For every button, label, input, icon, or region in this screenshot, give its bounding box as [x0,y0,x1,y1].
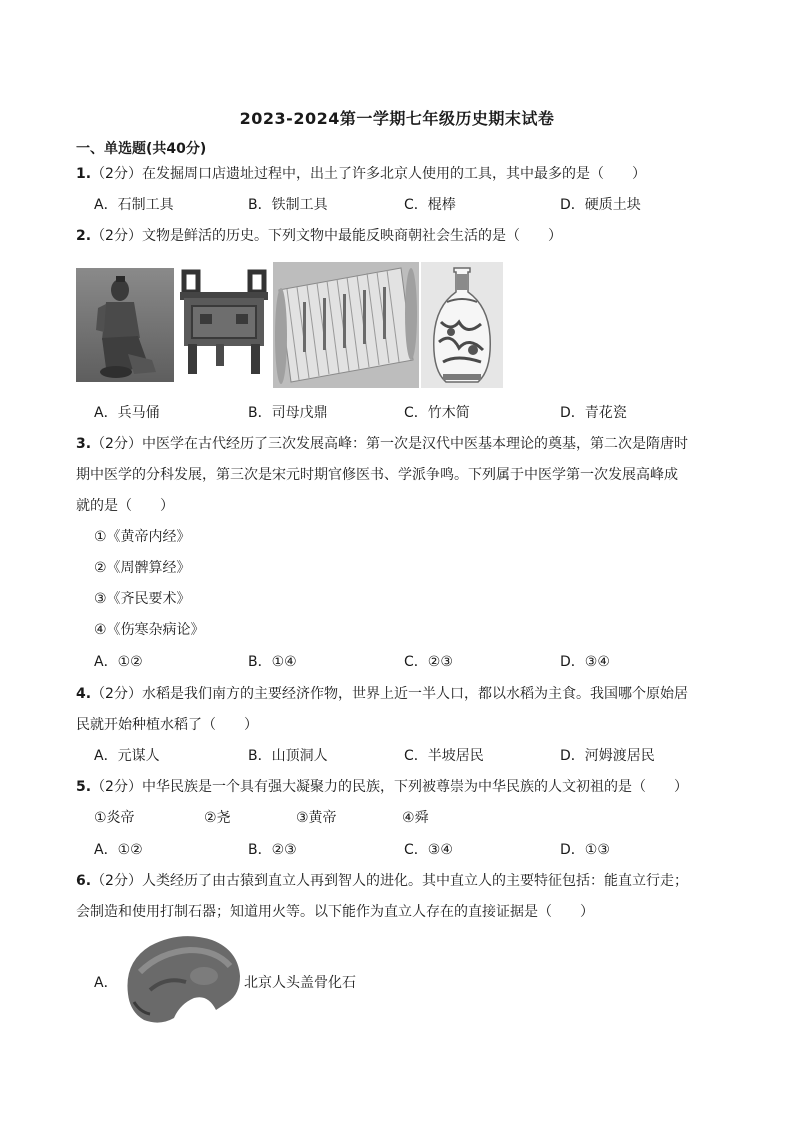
option-b[interactable]: B．铁制工具 [248,197,328,213]
option-b[interactable]: B．山顶洞人 [248,748,328,764]
question-score: （2分） [91,166,142,182]
peking-man-skull-image [120,932,242,1028]
option-d[interactable]: D．③④ [560,654,610,670]
option-d[interactable]: D．①③ [560,842,610,858]
question-3-item-4: ④《伤寒杂病论》 [94,622,205,638]
question-score: （2分） [91,228,142,244]
question-number: 1. [76,166,92,182]
question-4 [76,684,688,704]
question-number: 5. [76,779,92,795]
question-text-line-1: 水稻是我们南方的主要经济作物，世界上近一半人口，都以水稻为主食。我国哪个原始居 [141,686,688,702]
exam-title: 2023-2024第一学期七年级历史期末试卷 [239,109,555,128]
question-score: （2分） [91,436,142,452]
option-d[interactable]: D．青花瓷 [560,405,627,421]
question-number: 2. [76,228,92,244]
option-d[interactable]: D．河姆渡居民 [560,748,655,764]
option-a[interactable]: A．石制工具 [94,197,174,213]
question-number: 4. [76,686,92,702]
question-6-line-2: 会制造和使用打制石器；知道用火等。以下能作为直立人存在的直接证据是（ ） [76,904,594,920]
question-number: 6. [76,873,92,889]
porcelain-vase-drawing [421,262,503,388]
option-c[interactable]: C．竹木简 [404,405,470,421]
option-a-caption[interactable]: 北京人头盖骨化石 [244,975,356,991]
question-3 [76,434,688,454]
terracotta-warrior-drawing [76,268,174,382]
skull-fossil-drawing [120,932,242,1028]
question-score: （2分） [91,873,142,889]
option-b[interactable]: B．②③ [248,842,297,858]
question-3-item-2: ②《周髀算经》 [94,560,191,576]
option-a[interactable]: A．①② [94,842,143,858]
question-3-item-3: ③《齐民要术》 [94,591,191,607]
question-score: （2分） [91,686,142,702]
simuwu-ding-image [176,268,272,380]
question-number: 3. [76,436,92,452]
option-b[interactable]: B．①④ [248,654,297,670]
question-3-line-3: 就的是（ ） [76,498,174,514]
option-a-label[interactable]: A． [94,975,118,991]
option-c[interactable]: C．半坡居民 [404,748,484,764]
question-score: （2分） [91,779,142,795]
question-2 [76,226,562,246]
question-text-line-1: 中医学在古代经历了三次发展高峰：第一次是汉代中医基本理论的奠基，第二次是隋唐时 [141,436,688,452]
bamboo-slips-image [273,262,419,388]
option-c[interactable]: C．②③ [404,654,453,670]
option-c[interactable]: C．③④ [404,842,453,858]
question-6 [76,871,688,891]
bamboo-slips-drawing [273,262,419,388]
question-3-line-2: 期中医学的分科发展，第三次是宋元时期官修医书、学派争鸣。下列属于中医学第一次发展高峰成 [76,467,678,483]
option-a[interactable]: A．兵马俑 [94,405,160,421]
terracotta-warrior-image [76,268,174,382]
question-5-item-1: ①炎帝 [94,810,135,826]
section-heading: 一、单选题(共40分) [76,141,207,157]
question-1 [76,164,646,184]
option-b[interactable]: B．司母戊鼎 [248,405,328,421]
blue-white-porcelain-image [421,262,503,388]
question-text-line-1: 人类经历了由古猿到直立人再到智人的进化。其中直立人的主要特征包括：能直立行走； [141,873,688,889]
option-c[interactable]: C．棍棒 [404,197,456,213]
bronze-ding-drawing [176,268,272,380]
option-a[interactable]: A．①② [94,654,143,670]
option-a[interactable]: A．元谋人 [94,748,160,764]
question-5-item-3: ③黄帝 [296,810,337,826]
question-5-item-4: ④舜 [402,810,429,826]
question-5-item-2: ②尧 [204,810,231,826]
option-d[interactable]: D．硬质土块 [560,197,641,213]
question-3-item-1: ①《黄帝内经》 [94,529,191,545]
question-text: 文物是鲜活的历史。下列文物中最能反映商朝社会生活的是（ ） [141,228,562,244]
question-text: 在发掘周口店遗址过程中，出土了许多北京人使用的工具，其中最多的是（ ） [141,166,646,182]
question-text: 中华民族是一个具有强大凝聚力的民族，下列被尊崇为中华民族的人文初祖的是（ ） [141,779,688,795]
question-4-line-2: 民就开始种植水稻了（ ） [76,717,258,733]
question-5 [76,777,688,797]
